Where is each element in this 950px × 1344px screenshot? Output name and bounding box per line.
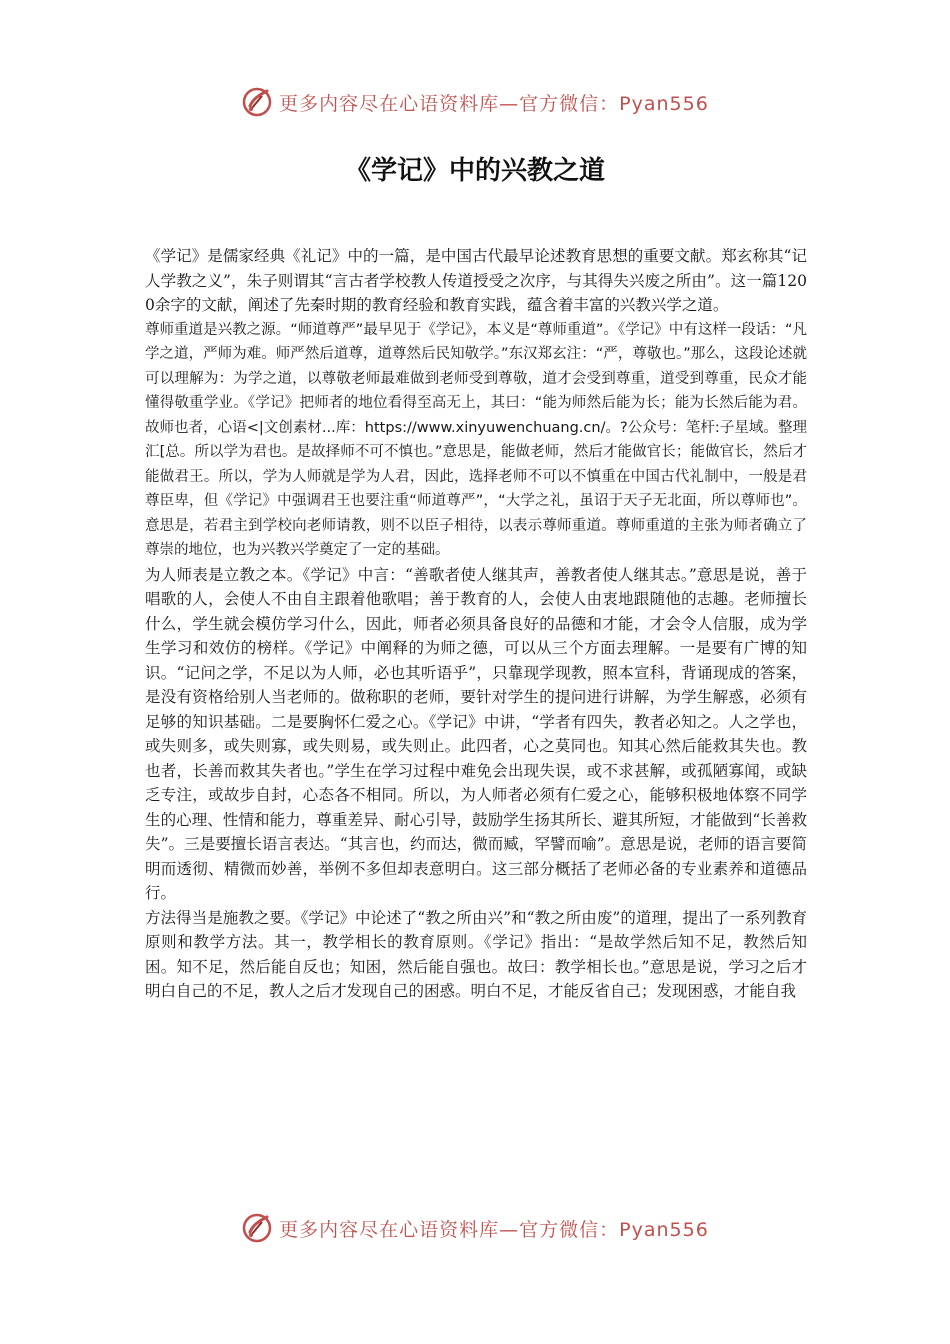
banner-promo: 更多内容尽在心语资料库—官方微信： [279,92,620,115]
header-banner [0,82,950,122]
banner-text [279,89,709,116]
document-body [145,244,807,1004]
banner-promo: 更多内容尽在心语资料库—官方微信： [279,1218,620,1241]
paragraph-respect-teachers: 尊师重道是兴教之源。“师道尊严”最早见于《学记》，本义是“尊师重道”。《学记》中有这样一段话：“凡学之道，严师为难。师严然后道尊，道尊然后民知敬学。”东汉郑玄注：“严，尊敬也。”那么，这段论述就可以理解为：为学之道，以尊敬老师最难做到老师受到尊敬，道才会受到尊重，道受到尊重，民众才能懂得敬重学业。《学记》把师者的地位看得至高无上，其曰：“能为师然后能为长；能为长然后能为君。故师也者，心语<|文创素材...库：https://www.xinyuwenchuang.cn/。?公众号：笔杆:子星域。整理汇[总。所以学为君也。是故择师不可不慎也。”意思是，能做老师，然后才能做官长；能做官长，然后才能做君王。所以，学为人师就是学为人君，因此，选择老师不可以不慎重在中国古代礼制中，一般是君尊臣卑，但《学记》中强调君王也要注重“师道尊严”，“大学之礼，虽诏于天子无北面，所以尊师也”。意思是，若君主到学校向老师请教，则不以臣子相待，以表示尊师重道。尊师重道的主张为师者确立了尊崇的地位，也为兴教兴学奠定了一定的基础。 [145,321,807,558]
pen-logo-icon [241,85,275,119]
banner-text [279,1215,709,1242]
paragraph-intro: 《学记》是儒家经典《礼记》中的一篇，是中国古代最早论述教育思想的重要文献。郑玄称其“记人学教之义”，朱子则谓其“言古者学校教人传道授受之次序，与其得失兴废之所由”。这一篇1200余字的文献，阐述了先秦时期的教育经验和教育实践，蕴含着丰富的兴教兴学之道。 [145,247,807,314]
paragraph-methods: 方法得当是施教之要。《学记》中论述了“教之所由兴”和“教之所由废”的道理，提出了一系列教育原则和教学方法。其一，教学相长的教育原则。《学记》指出：“是故学然后知不足，教然后知困。知不足，然后能自反也；知困，然后能自强也。故曰：教学相长也。”意思是说，学习之后才明白自己的不足，教人之后才发现自己的困惑。明白不足，才能反省自己；发现困惑，才能自我 [145,908,807,1000]
pen-logo-icon [241,1211,275,1245]
banner-wechat-id: Pyan556 [619,1218,709,1241]
paragraph-teacher-model: 为人师表是立教之本。《学记》中言：“善歌者使人继其声，善教者使人继其志。”意思是说，善于唱歌的人，会使人不由自主跟着他歌唱；善于教育的人，会使人由衷地跟随他的志趣。老师擅长什么，学生就会模仿学习什么，因此，师者必须具备良好的品德和才能，才会令人信服，成为学生学习和效仿的榜样。《学记》中阐释的为师之德，可以从三个方面去理解。一是要有广博的知识。“记问之学，不足以为人师，必也其听语乎”，只靠现学现教，照本宣科，背诵现成的答案，是没有资格给别人当老师的。做称职的老师，要针对学生的提问进行讲解，为学生解惑，必须有足够的知识基础。二是要胸怀仁爱之心。《学记》中讲，“学者有四失，教者必知之。人之学也，或失则多，或失则寡，或失则易，或失则止。此四者，心之莫同也。知其心然后能救其失也。教也者，长善而救其失者也。”学生在学习过程中难免会出现失误，或不求甚解，或孤陋寡闻，或缺乏专注，或故步自封，心态各不相同。所以，为人师者必须有仁爱之心，能够积极地体察不同学生的心理、性情和能力，尊重差异、耐心引导，鼓励学生扬其所长、避其所短，才能做到“长善救失”。三是要擅长语言表达。“其言也，约而达，微而臧，罕譬而喻”。意思是说，老师的语言要简明而透彻、精微而妙善，举例不多但却表意明白。这三部分概括了老师必备的专业素养和道德品行。 [145,565,807,902]
document-title: 《学记》中的兴教之道 [344,156,605,186]
banner-wechat-id: Pyan556 [619,92,709,115]
footer-banner [0,1208,950,1248]
